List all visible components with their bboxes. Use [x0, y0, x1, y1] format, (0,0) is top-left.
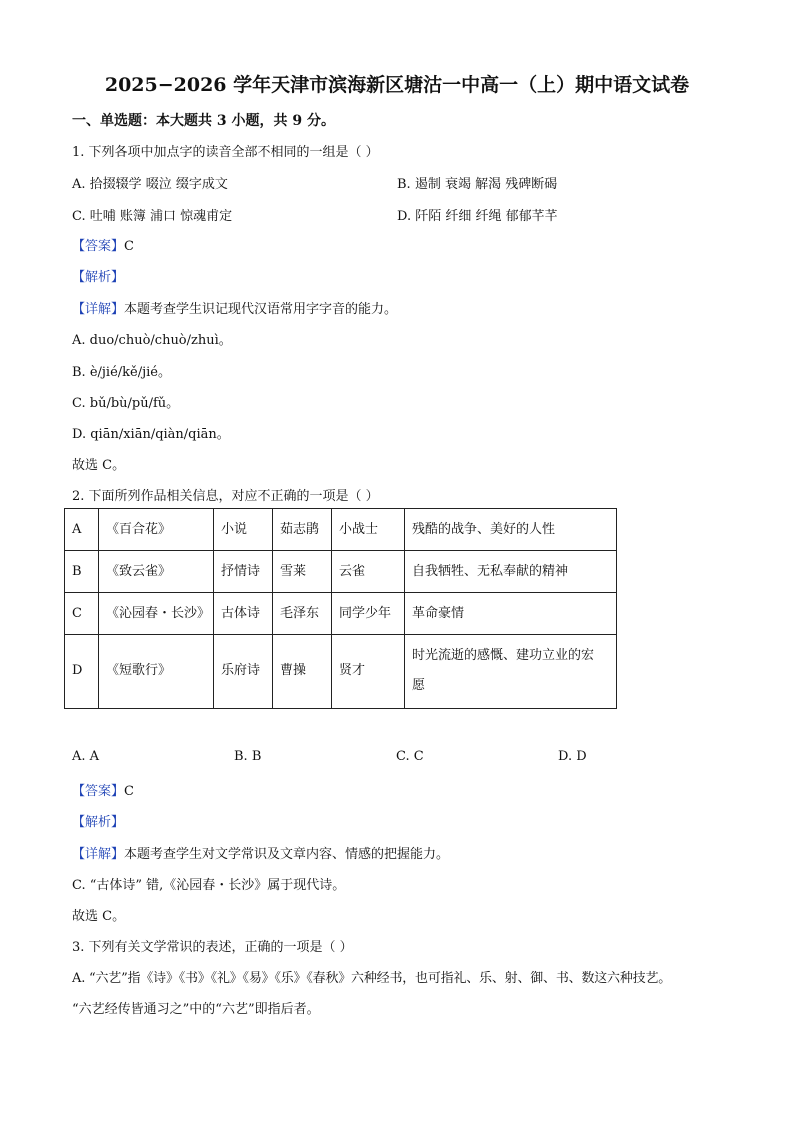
q2-choice-d: D. D — [558, 749, 587, 764]
q2-choice-b: B. B — [234, 749, 262, 764]
table-cell: D — [72, 663, 83, 678]
q1-stem: 1. 下列各项中加点字的读音全部不相同的一组是（ ） — [72, 145, 379, 160]
table-cell: 云雀 — [339, 564, 366, 579]
table-cell: 残酷的战争、美好的人性 — [412, 522, 556, 537]
table-cell: 《沁园春・长沙》 — [106, 606, 211, 621]
q1-answer — [72, 235, 134, 254]
table-cell: 革命豪情 — [412, 606, 465, 621]
detail-tag: 【详解】 — [72, 302, 125, 317]
table-cell: 雪莱 — [280, 564, 307, 579]
q2-stem: 2. 下面所列作品相关信息，对应不正确的一项是（ ） — [72, 489, 379, 504]
q1-option-c: C. 吐哺 账簿 浦口 惊魂甫定 — [72, 209, 233, 224]
section-heading: 一、单选题：本大题共 3 小题，共 9 分。 — [72, 113, 335, 129]
table-cell: 乐府诗 — [221, 663, 261, 678]
answer-tag: 【答案】 — [72, 239, 125, 254]
table-cell: 曹操 — [280, 663, 307, 678]
detail-tag: 【详解】 — [72, 847, 125, 862]
table-cell: 《百合花》 — [106, 522, 172, 537]
q2-choice-c: C. C — [396, 749, 424, 764]
table-cell: 自我牺牲、无私奉献的精神 — [412, 564, 569, 579]
q1-line-a: A. duo/chuò/chuò/zhuì。 — [72, 333, 232, 348]
q1-line-b: B. è/jié/kě/jié。 — [72, 365, 171, 380]
q3-option-a-line2: “六艺经传皆通习之”中的“六艺”即指后者。 — [72, 1002, 320, 1017]
detail-text: 本题考查学生对文学常识及文章内容、情感的把握能力。 — [124, 847, 450, 862]
q1-detail — [72, 298, 397, 317]
q3-option-a-line1: A. “六艺”指《诗》《书》《礼》《易》《乐》《春秋》六种经书，也可指礼、乐、射、御、书、数这六种技艺。 — [72, 971, 672, 986]
table-cell: 茹志鹃 — [280, 522, 320, 537]
table-cell: 小说 — [221, 522, 248, 537]
table-cell: 《短歌行》 — [106, 663, 172, 678]
q1-option-b: B. 遏制 衰竭 解渴 残碑断碣 — [397, 177, 558, 192]
table-cell: 同学少年 — [339, 606, 392, 621]
table-cell: C — [72, 606, 82, 621]
table-cell: 贤才 — [339, 663, 366, 678]
q2-explanation: C. “古体诗” 错,《沁园春・长沙》属于现代诗。 — [72, 878, 346, 893]
q3-stem: 3. 下列有关文学常识的表述，正确的一项是（ ） — [72, 940, 353, 955]
table-cell: 愿 — [412, 678, 426, 693]
table-cell: 《致云雀》 — [106, 564, 172, 579]
q1-line-d: D. qiān/xiān/qiàn/qiān。 — [72, 427, 230, 442]
q1-option-a: A. 拾掇辍学 啜泣 缀字成文 — [72, 177, 228, 192]
q2-answer — [72, 780, 134, 799]
detail-text: 本题考查学生识记现代汉语常用字字音的能力。 — [124, 302, 398, 317]
table-cell: B — [72, 564, 82, 579]
q2-detail — [72, 843, 449, 862]
q1-option-d: D. 阡陌 纤细 纤绳 郁郁芊芊 — [397, 209, 558, 224]
table-cell: 小战士 — [339, 522, 379, 537]
q1-conclusion: 故选 C。 — [72, 458, 126, 473]
q1-analysis-tag: 【解析】 — [72, 270, 125, 285]
table-cell: A — [72, 522, 82, 537]
q2-conclusion: 故选 C。 — [72, 909, 126, 924]
answer-tag: 【答案】 — [72, 784, 125, 799]
table-cell: 时光流逝的感慨、建功立业的宏 — [412, 648, 595, 663]
q2-analysis-tag: 【解析】 — [72, 815, 125, 830]
table-cell: 毛泽东 — [280, 606, 320, 621]
table-cell: 抒情诗 — [221, 564, 261, 579]
q2-choice-a: A. A — [72, 749, 100, 764]
q1-line-c: C. bǔ/bù/pǔ/fǔ。 — [72, 396, 180, 411]
answer-value: C — [124, 784, 134, 799]
table-cell: 古体诗 — [221, 606, 261, 621]
answer-value: C — [124, 239, 134, 254]
page-title: 2025−2026 学年天津市滨海新区塘沽一中高一（上）期中语文试卷 — [104, 74, 690, 96]
